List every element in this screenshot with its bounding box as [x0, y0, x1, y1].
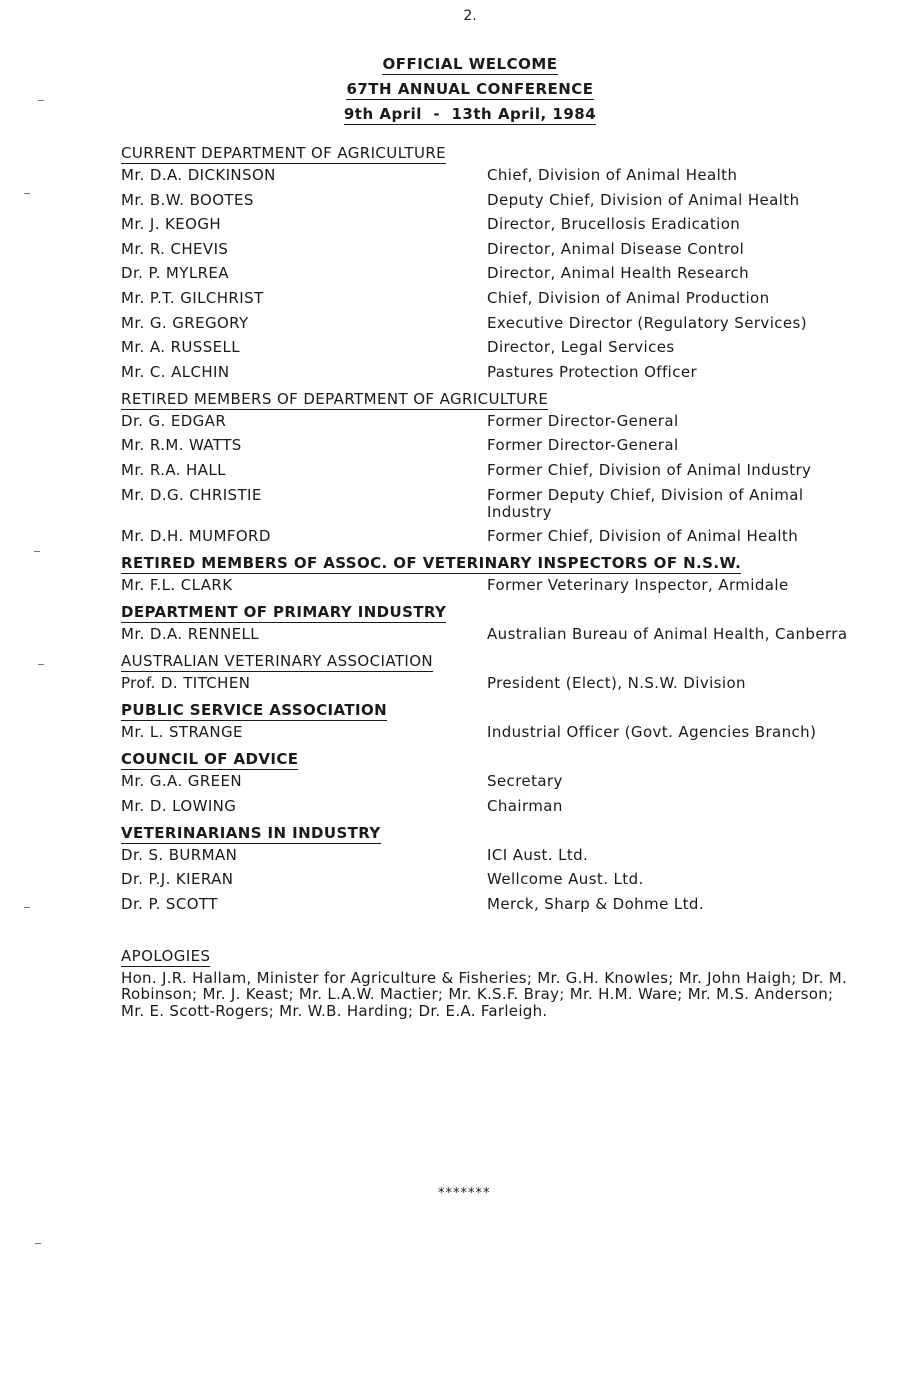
- scan-speck: [38, 100, 44, 101]
- section-retired-vet-inspectors: [121, 553, 866, 594]
- list-item: [121, 675, 866, 692]
- section-title: DEPARTMENT OF PRIMARY INDUSTRY: [121, 603, 447, 622]
- list-item: [121, 798, 866, 815]
- list-item: [121, 192, 866, 209]
- attendee-name: Dr. P. MYLREA: [121, 264, 229, 283]
- section-primary-industry: [121, 602, 866, 643]
- attendee-name: Mr. J. KEOGH: [121, 215, 222, 234]
- attendee-name: Mr. A. RUSSELL: [121, 338, 241, 357]
- attendee-name: Mr. R. CHEVIS: [121, 239, 229, 258]
- list-item: [121, 339, 866, 356]
- attendee-role: Deputy Chief, Division of Animal Health: [487, 190, 800, 209]
- attendee-list: [121, 143, 866, 1027]
- attendee-name: Mr. D. LOWING: [121, 796, 237, 815]
- attendee-role: Former Veterinary Inspector, Armidale: [487, 576, 789, 595]
- section-vets-in-industry: [121, 823, 866, 913]
- section-vet-association: [121, 651, 866, 692]
- attendee-role: Director, Animal Health Research: [487, 264, 750, 283]
- attendee-role: Wellcome Aust. Ltd.: [487, 870, 644, 889]
- list-item: [121, 773, 866, 790]
- list-item: [121, 290, 866, 307]
- header-title: OFFICIAL WELCOME: [382, 55, 558, 73]
- attendee-name: Mr. R.A. HALL: [121, 460, 226, 479]
- list-item: [121, 896, 866, 913]
- scan-speck: [24, 907, 30, 908]
- page-number: 2.: [463, 8, 477, 24]
- list-item: [121, 577, 866, 594]
- attendee-role: Director, Legal Services: [487, 338, 675, 357]
- attendee-role: Director, Animal Disease Control: [487, 239, 745, 258]
- attendee-role: Former Director-General: [487, 436, 679, 455]
- attendee-name: Mr. B.W. BOOTES: [121, 190, 254, 209]
- attendee-role: Executive Director (Regulatory Services): [487, 313, 808, 332]
- apologies-text: Hon. J.R. Hallam, Minister for Agriculture & Fisheries; Mr. G.H. Knowles; Mr. John Haigh; Dr. M. Robinson; Mr. J. Keast; Mr. L.A.W. Mactier; Mr. K.S.F. Bray; Mr. H.M. Ware; Mr. M.S. Anderson; Mr. E. Scott-Rogers; Mr. W.B. Harding; Dr. E.A. Farleigh.: [121, 968, 848, 1020]
- attendee-role: Pastures Protection Officer: [487, 362, 698, 381]
- attendee-role: Chief, Division of Animal Production: [487, 288, 770, 307]
- attendee-role: Former Director-General: [487, 411, 679, 430]
- attendee-name: Mr. F.L. CLARK: [121, 576, 233, 595]
- attendee-role: Chief, Division of Animal Health: [487, 166, 738, 184]
- attendee-role: ICI Aust. Ltd.: [487, 845, 589, 864]
- attendee-name: Mr. L. STRANGE: [121, 723, 243, 742]
- list-item: [121, 437, 866, 454]
- attendee-role: Former Chief, Division of Animal Health: [487, 527, 799, 546]
- section-title: VETERINARIANS IN INDUSTRY: [121, 823, 381, 842]
- attendee-name: Dr. G. EDGAR: [121, 411, 227, 430]
- attendee-role: Former Deputy Chief, Division of Animal Industry: [487, 485, 804, 521]
- attendee-role: Chairman: [487, 796, 563, 815]
- attendee-name: Mr. D.G. CHRISTIE: [121, 485, 262, 504]
- list-item: [121, 871, 866, 888]
- attendee-name: Dr. S. BURMAN: [121, 845, 238, 864]
- scan-speck: [35, 1243, 41, 1244]
- list-item: [121, 167, 866, 184]
- header-conference: 67TH ANNUAL CONFERENCE: [346, 80, 594, 98]
- attendee-name: Mr. C. ALCHIN: [121, 362, 230, 381]
- section-title: CURRENT DEPARTMENT OF AGRICULTURE: [121, 144, 447, 162]
- attendee-name: Mr. G. GREGORY: [121, 313, 249, 332]
- list-item: [121, 528, 866, 545]
- scan-speck: [24, 193, 30, 194]
- end-mark: *******: [438, 1186, 491, 1201]
- section-current-dept: [121, 143, 866, 381]
- attendee-name: Prof. D. TITCHEN: [121, 674, 251, 693]
- section-apologies: [121, 921, 866, 1020]
- document-header: [0, 52, 900, 127]
- list-item: [121, 364, 866, 381]
- list-item: [121, 724, 866, 741]
- attendee-role: Australian Bureau of Animal Health, Canberra: [487, 625, 848, 644]
- section-title: COUNCIL OF ADVICE: [121, 750, 299, 769]
- section-title: RETIRED MEMBERS OF DEPARTMENT OF AGRICULTURE: [121, 389, 549, 408]
- list-item: [121, 462, 866, 479]
- list-item: [121, 241, 866, 258]
- scan-speck: [34, 551, 40, 552]
- attendee-name: Mr. D.A. RENNELL: [121, 625, 260, 644]
- apologies-title: APOLOGIES: [121, 946, 211, 965]
- scan-speck: [38, 664, 44, 665]
- attendee-name: Mr. P.T. GILCHRIST: [121, 288, 264, 307]
- attendee-name: Mr. D.H. MUMFORD: [121, 527, 271, 546]
- attendee-name: Mr. G.A. GREEN: [121, 772, 243, 791]
- attendee-role: Former Chief, Division of Animal Industry: [487, 460, 812, 479]
- section-council-of-advice: [121, 749, 866, 815]
- attendee-role: Industrial Officer (Govt. Agencies Branch): [487, 723, 817, 742]
- section-title: PUBLIC SERVICE ASSOCIATION: [121, 701, 388, 720]
- attendee-name: Dr. P. SCOTT: [121, 894, 218, 913]
- attendee-role: Merck, Sharp & Dohme Ltd.: [487, 894, 704, 913]
- attendee-name: Mr. R.M. WATTS: [121, 436, 242, 455]
- attendee-role: President (Elect), N.S.W. Division: [487, 674, 746, 693]
- list-item: [121, 487, 866, 521]
- section-public-service: [121, 700, 866, 741]
- header-dates: 9th April - 13th April, 1984: [343, 105, 597, 123]
- list-item: [121, 413, 866, 430]
- list-item: [121, 265, 866, 282]
- attendee-role: Director, Brucellosis Eradication: [487, 215, 741, 234]
- list-item: [121, 847, 866, 864]
- list-item: [121, 315, 866, 332]
- section-retired-dept: [121, 389, 866, 545]
- attendee-role: Secretary: [487, 772, 563, 791]
- list-item: [121, 626, 866, 643]
- list-item: [121, 216, 866, 233]
- section-title: RETIRED MEMBERS OF ASSOC. OF VETERINARY INSPECTORS OF N.S.W.: [121, 554, 742, 573]
- attendee-name: Mr. D.A. DICKINSON: [121, 166, 276, 184]
- attendee-name: Dr. P.J. KIERAN: [121, 870, 234, 889]
- section-title: AUSTRALIAN VETERINARY ASSOCIATION: [121, 652, 434, 671]
